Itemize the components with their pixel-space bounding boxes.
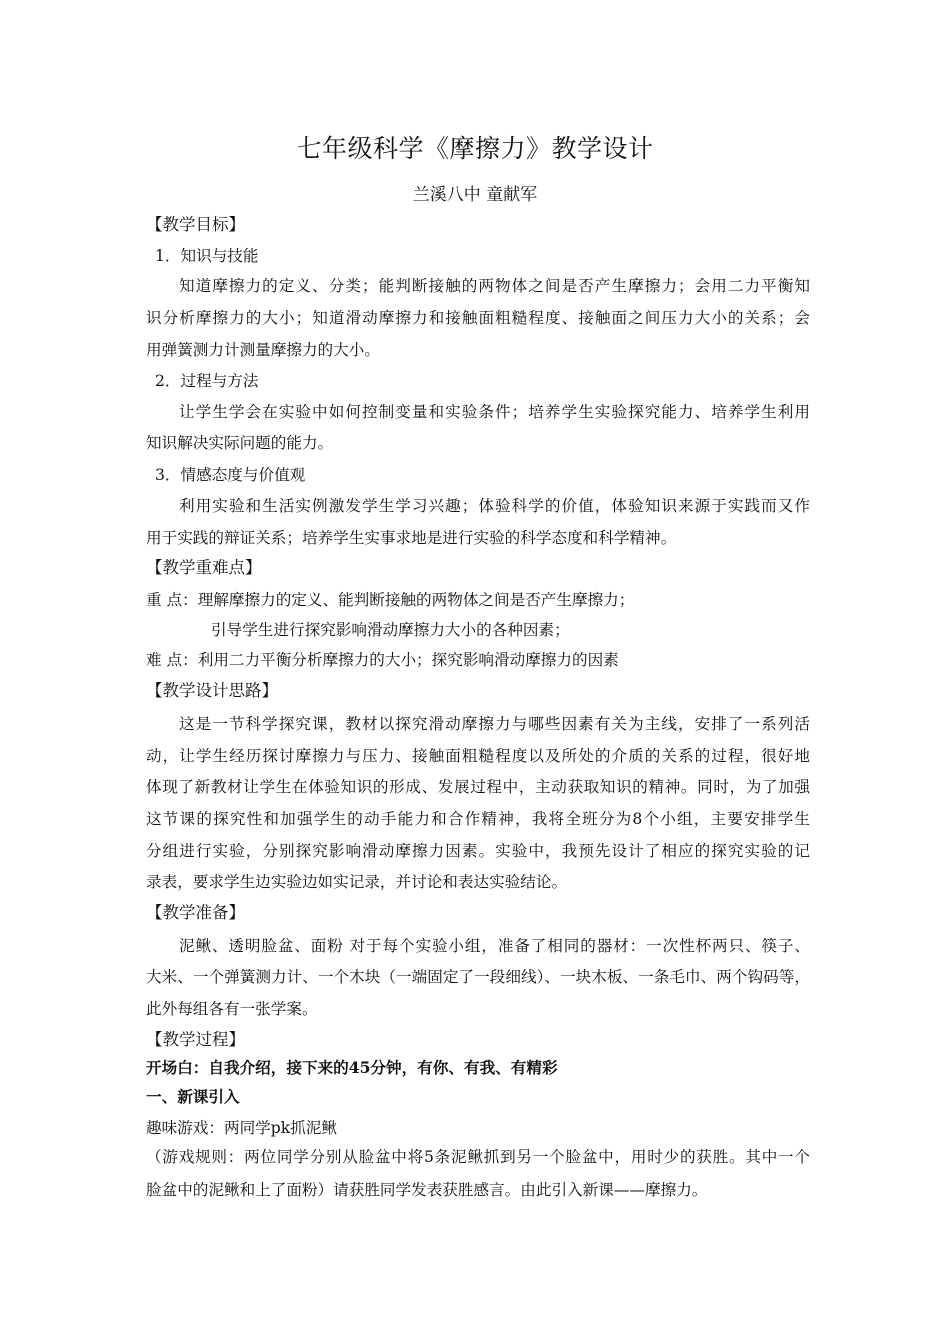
doc-title: 七年级科学《摩擦力》教学设计 <box>296 134 654 163</box>
section-heading: 【教学设计思路】 <box>146 681 278 700</box>
section-heading: 【教学目标】 <box>146 215 245 234</box>
text-line: 分组进行实验，分别探究影响滑动摩擦力因素。实验中，我预先设计了相应的探究实验的记 <box>146 842 810 860</box>
text-line: 用于实践的辩证关系；培养学生实事求地是进行实验的科学态度和科学精神。 <box>146 529 677 547</box>
text-line: 这是一节科学探究课，教材以探究滑动摩擦力与哪些因素有关为主线，安排了一系列活 <box>179 715 810 733</box>
text-line: 让学生学会在实验中如何控制变量和实验条件；培养学生实验探究能力、培养学生利用 <box>179 403 810 421</box>
text-line: 大米、一个弹簧测力计、一个木块（一端固定了一段细线）、一块木板、一条毛巾、两个钩码等， <box>146 968 810 986</box>
text-line: 用弹簧测力计测量摩擦力的大小。 <box>146 341 380 359</box>
text-line: 泥鳅、透明脸盆、面粉 对于每个实验小组，准备了相同的器材：一次性杯两只、筷子、 <box>179 937 810 955</box>
text-line: 1．知识与技能 <box>155 247 259 265</box>
doc-author: 兰溪八中 童献军 <box>412 185 538 205</box>
section-heading: 【教学重难点】 <box>146 558 262 577</box>
text-line: 知道摩擦力的定义、分类；能判断接触的两物体之间是否产生摩擦力；会用二力平衡知 <box>179 277 810 295</box>
text-line: 趣味游戏：两同学pk抓泥鳅 <box>146 1119 337 1137</box>
text-line: 引导学生进行探究影响滑动摩擦力大小的各种因素； <box>211 621 570 639</box>
bold-heading: 开场白：自我介绍，接下来的45分钟，有你、有我、有精彩 <box>146 1058 558 1077</box>
bold-heading: 一、新课引入 <box>146 1087 240 1106</box>
section-heading: 【教学准备】 <box>146 903 245 922</box>
text-line: （游戏规则：两位同学分别从脸盆中将5条泥鳅抓到另一个脸盆中，用时少的获胜。其中一个 <box>146 1148 810 1166</box>
text-line: 重 点：理解摩擦力的定义、能判断接触的两物体之间是否产生摩擦力； <box>146 591 635 609</box>
text-line: 录表，要求学生边实验边如实记录，并讨论和表达实验结论。 <box>146 873 568 891</box>
text-line: 难 点：利用二力平衡分析摩擦力的大小；探究影响滑动摩擦力的因素 <box>146 651 619 669</box>
section-heading: 【教学过程】 <box>146 1030 245 1049</box>
text-line: 2．过程与方法 <box>155 372 259 390</box>
text-line: 脸盆中的泥鳅和上了面粉）请获胜同学发表获胜感言。由此引入新课——摩擦力。 <box>146 1181 708 1199</box>
text-line: 识分析摩擦力的大小；知道滑动摩擦力和接触面粗糙程度、接触面之间压力大小的关系；会 <box>146 309 810 327</box>
text-line: 3．情感态度与价值观 <box>155 466 306 484</box>
text-line: 体现了新教材让学生在体验知识的形成、发展过程中，主动获取知识的精神。同时，为了加强 <box>146 778 810 796</box>
text-line: 知识解决实际问题的能力。 <box>146 434 334 452</box>
text-line: 利用实验和生活实例激发学生学习兴趣；体验科学的价值，体验知识来源于实践而又作 <box>179 497 810 515</box>
text-line: 此外每组各有一张学案。 <box>146 1000 318 1018</box>
text-line: 动，让学生经历探讨摩擦力与压力、接触面粗糙程度以及所处的介质的关系的过程，很好地 <box>146 747 810 765</box>
text-line: 这节课的探究性和加强学生的动手能力和合作精神，我将全班分为8个小组，主要安排学生 <box>146 810 810 828</box>
